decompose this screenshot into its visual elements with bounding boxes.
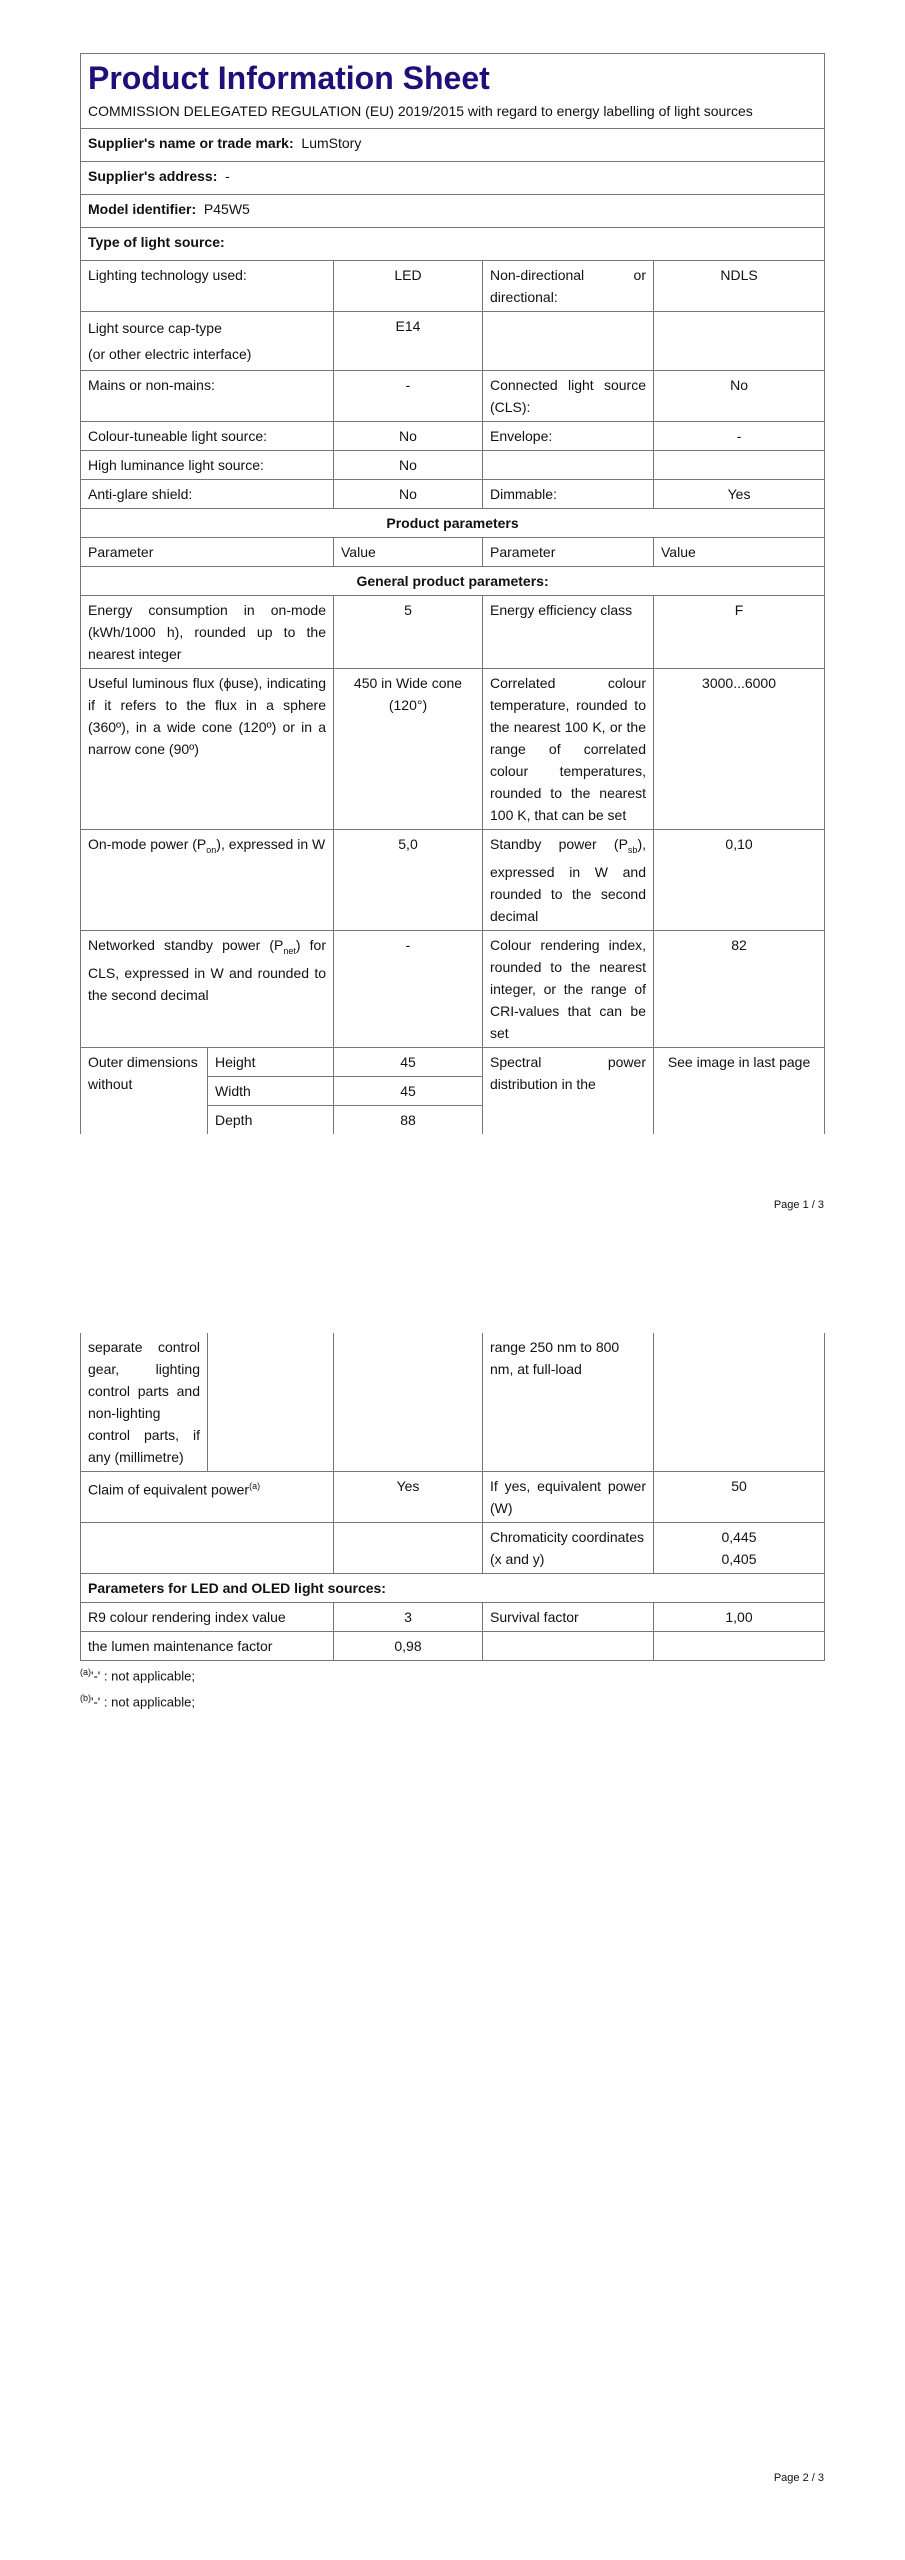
empty-cell bbox=[483, 1632, 654, 1661]
param-label: Connected light source (CLS): bbox=[483, 371, 654, 422]
param-label: High luminance light source: bbox=[81, 451, 334, 480]
column-header-row bbox=[81, 538, 825, 567]
dimensions-label: Outer dimensions without bbox=[81, 1047, 208, 1134]
footnote-ref: (a) bbox=[249, 1481, 261, 1491]
param-label bbox=[81, 830, 334, 931]
param-label: Energy efficiency class bbox=[483, 596, 654, 669]
param-label bbox=[483, 830, 654, 931]
param-label: Non-directional or directional: bbox=[483, 261, 654, 312]
param-value: 0,10 bbox=[654, 830, 825, 931]
param-value: E14 bbox=[334, 312, 483, 371]
product-info-table-page-1 bbox=[80, 53, 825, 1134]
param-label: If yes, equivalent power (W) bbox=[483, 1472, 654, 1523]
param-value: - bbox=[334, 371, 483, 422]
dimensions-row-height bbox=[81, 1047, 825, 1076]
label-text: ), expressed in W bbox=[216, 836, 326, 852]
supplier-address-value: - bbox=[225, 168, 230, 184]
param-value: NDLS bbox=[654, 261, 825, 312]
param-value: F bbox=[654, 596, 825, 669]
subscript: net bbox=[283, 945, 296, 956]
general-parameters-heading: General product parameters: bbox=[81, 567, 825, 596]
table-row bbox=[81, 1472, 825, 1523]
param-value: No bbox=[334, 451, 483, 480]
param-label: Anti-glare shield: bbox=[81, 480, 334, 509]
param-label: Useful luminous flux (ϕuse), indicating if it refers to the flux in a sphere (360º), in a wide cone (120º) or in a narrow cone (90º) bbox=[81, 669, 334, 830]
param-label: the lumen maintenance factor bbox=[81, 1632, 334, 1661]
product-parameters-heading: Product parameters bbox=[81, 509, 825, 538]
param-value: No bbox=[654, 371, 825, 422]
page-2 bbox=[80, 1333, 824, 1714]
table-row bbox=[81, 312, 825, 371]
empty-cell bbox=[334, 1333, 483, 1472]
label-text: Networked standby power (P bbox=[88, 936, 284, 953]
model-identifier-label: Model identifier: bbox=[88, 201, 197, 217]
table-row bbox=[81, 596, 825, 669]
dimensions-continued-row bbox=[81, 1333, 825, 1472]
param-value bbox=[654, 1523, 825, 1574]
chromaticity-y: 0,405 bbox=[721, 1551, 757, 1567]
cap-type-sublabel: (or other electric interface) bbox=[88, 346, 252, 362]
footnote-mark: (b) bbox=[80, 1693, 91, 1704]
param-label: Colour-tuneable light source: bbox=[81, 422, 334, 451]
param-value: 450 in Wide cone (120°) bbox=[334, 669, 483, 830]
dimension-value: 45 bbox=[334, 1076, 483, 1105]
param-label: Survival factor bbox=[483, 1603, 654, 1632]
light-source-type-heading: Type of light source: bbox=[81, 228, 825, 261]
param-value: 50 bbox=[654, 1472, 825, 1523]
column-header: Parameter bbox=[81, 538, 334, 567]
column-header: Parameter bbox=[483, 538, 654, 567]
param-label: Envelope: bbox=[483, 422, 654, 451]
param-label: Mains or non-mains: bbox=[81, 371, 334, 422]
supplier-address-row bbox=[81, 162, 825, 195]
cap-type-label: Light source cap-type bbox=[88, 320, 222, 336]
param-value: 1,00 bbox=[654, 1603, 825, 1632]
model-identifier-value: P45W5 bbox=[203, 201, 250, 217]
param-label: Chromaticity coordinates (x and y) bbox=[483, 1523, 654, 1574]
column-header: Value bbox=[334, 538, 483, 567]
supplier-name-row bbox=[81, 129, 825, 162]
table-row bbox=[81, 480, 825, 509]
param-value: Yes bbox=[654, 480, 825, 509]
column-header: Value bbox=[654, 538, 825, 567]
label-text: Claim of equivalent power bbox=[88, 1481, 250, 1498]
table-row bbox=[81, 371, 825, 422]
param-value: 3000...6000 bbox=[654, 669, 825, 830]
product-info-table-page-2 bbox=[80, 1333, 825, 1661]
page-title: Product Information Sheet bbox=[88, 60, 490, 96]
empty-cell bbox=[208, 1333, 334, 1472]
param-label: R9 colour rendering index value bbox=[81, 1603, 334, 1632]
table-row bbox=[81, 1632, 825, 1661]
table-row bbox=[81, 830, 825, 931]
dimension-value: 88 bbox=[334, 1105, 483, 1134]
table-row bbox=[81, 261, 825, 312]
footnote-b bbox=[80, 1687, 824, 1713]
dimension-label: Height bbox=[208, 1047, 334, 1076]
param-value: 5,0 bbox=[334, 830, 483, 931]
empty-cell bbox=[654, 1632, 825, 1661]
param-value bbox=[654, 312, 825, 371]
regulation-text: COMMISSION DELEGATED REGULATION (EU) 2019/2015 with regard to energy labelling of light sources bbox=[88, 103, 753, 119]
param-value: - bbox=[334, 930, 483, 1047]
param-label: Lighting technology used: bbox=[81, 261, 334, 312]
spd-label: Spectral power distribution in the bbox=[483, 1047, 654, 1134]
param-value: 0,98 bbox=[334, 1632, 483, 1661]
footnote-text: '-' : not applicable; bbox=[91, 1668, 195, 1684]
dimensions-label-continued: separate control gear, lighting control parts and non-lighting control parts, if any (millimetre) bbox=[81, 1333, 208, 1472]
header-cell bbox=[81, 54, 825, 129]
empty-cell bbox=[81, 1523, 334, 1574]
chromaticity-x: 0,445 bbox=[721, 1529, 757, 1545]
param-label: Dimmable: bbox=[483, 480, 654, 509]
footnote-text: '-' : not applicable; bbox=[91, 1694, 195, 1710]
table-row bbox=[81, 1603, 825, 1632]
param-label: Correlated colour temperature, rounded to the nearest 100 K, or the range of correlated colour temperatures, rounded to the nearest 100 K, that can be set bbox=[483, 669, 654, 830]
param-value: 3 bbox=[334, 1603, 483, 1632]
label-text: On-mode power (P bbox=[88, 836, 207, 852]
label-text: ), expressed in W and rounded to the second decimal bbox=[490, 836, 646, 924]
dimension-label: Depth bbox=[208, 1105, 334, 1134]
table-row bbox=[81, 451, 825, 480]
footnote-mark: (a) bbox=[80, 1667, 91, 1677]
model-identifier-row bbox=[81, 195, 825, 228]
spd-value: See image in last page bbox=[654, 1047, 825, 1134]
param-label bbox=[81, 1472, 334, 1523]
table-row bbox=[81, 669, 825, 830]
empty-cell bbox=[334, 1523, 483, 1574]
param-value: No bbox=[334, 422, 483, 451]
supplier-address-label: Supplier's address: bbox=[88, 168, 218, 184]
dimension-value: 45 bbox=[334, 1047, 483, 1076]
table-row bbox=[81, 1523, 825, 1574]
param-label bbox=[483, 451, 654, 480]
supplier-name-label: Supplier's name or trade mark: bbox=[88, 135, 294, 151]
subscript: sb bbox=[627, 844, 638, 855]
param-label: Colour rendering index, rounded to the nearest integer, or the range of CRI-values that can be set bbox=[483, 930, 654, 1047]
table-row bbox=[81, 422, 825, 451]
param-value bbox=[654, 451, 825, 480]
param-value: No bbox=[334, 480, 483, 509]
param-value: Yes bbox=[334, 1472, 483, 1523]
param-label bbox=[81, 312, 334, 371]
param-label: Energy consumption in on-mode (kWh/1000 h), rounded up to the nearest integer bbox=[81, 596, 334, 669]
table-row bbox=[81, 930, 825, 1047]
param-label bbox=[483, 312, 654, 371]
footnote-a bbox=[80, 1661, 824, 1687]
dimension-label: Width bbox=[208, 1076, 334, 1105]
supplier-name-value: LumStory bbox=[301, 135, 362, 151]
param-value: 82 bbox=[654, 930, 825, 1047]
page-1 bbox=[80, 53, 824, 1134]
param-value: LED bbox=[334, 261, 483, 312]
page-number-2: Page 2 / 3 bbox=[773, 2472, 824, 2484]
label-text: ) for CLS, expressed in W and rounded to the second decimal bbox=[88, 936, 326, 1003]
led-parameters-heading: Parameters for LED and OLED light sources: bbox=[81, 1574, 825, 1603]
param-label bbox=[81, 930, 334, 1047]
page-number-1: Page 1 / 3 bbox=[773, 1199, 824, 1211]
empty-cell bbox=[654, 1333, 825, 1472]
param-value: 5 bbox=[334, 596, 483, 669]
subscript: on bbox=[206, 844, 217, 855]
label-text: Standby power (P bbox=[490, 836, 628, 852]
param-value: - bbox=[654, 422, 825, 451]
spd-label-continued: range 250 nm to 800 nm, at full-load bbox=[483, 1333, 654, 1472]
